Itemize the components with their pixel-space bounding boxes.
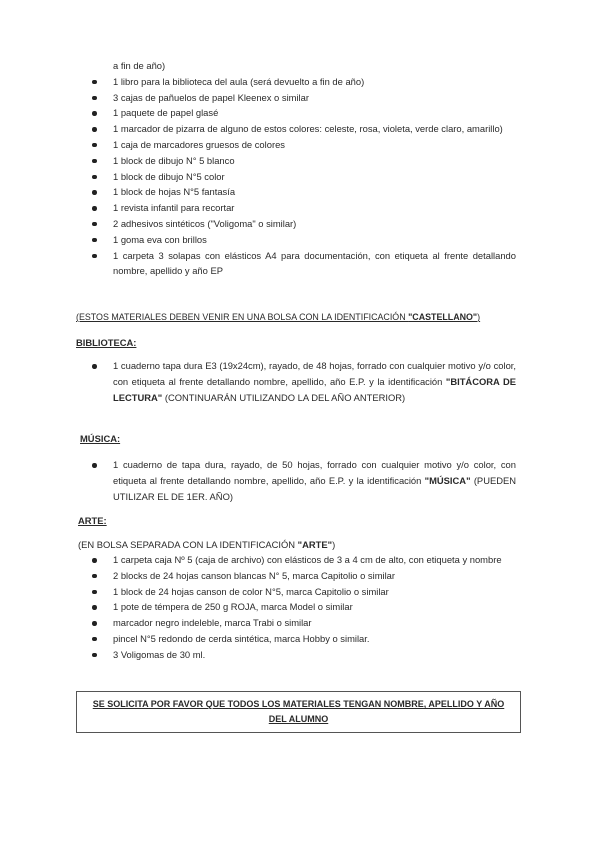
list-item: 1 goma eva con brillos: [76, 232, 516, 248]
bullet-icon: [92, 175, 97, 180]
bullet-icon: [92, 590, 97, 595]
list-item: 1 caja de marcadores gruesos de colores: [76, 137, 516, 153]
bullet-icon: [92, 96, 97, 101]
notice-line-1: SE SOLICITA POR FAVOR QUE TODOS LOS MATERIALES TENGAN NOMBRE, APELLIDO Y AÑO: [92, 699, 505, 709]
biblioteca-heading: BIBLIOTECA:: [76, 337, 137, 348]
bullet-icon: [92, 238, 97, 243]
bullet-icon: [92, 159, 97, 164]
bullet-icon: [92, 605, 97, 610]
list-item: 1 cuaderno de tapa dura, rayado, de 50 hojas, forrado con cualquier motivo y/o color, con etiqueta al frente detallando nombre, apellido, año E.P. y la identificación "MÚSICA" (PUEDEN UTILIZAR EL DE 1ER. AÑO): [76, 457, 516, 504]
list-item: 1 revista infantil para recortar: [76, 200, 516, 216]
list-item: 3 Voligomas de 30 ml.: [76, 647, 516, 663]
biblioteca-list: [76, 358, 516, 405]
bullet-icon: [92, 206, 97, 211]
list-item: 3 cajas de pañuelos de papel Kleenex o similar: [76, 90, 516, 106]
bullet-icon: [92, 143, 97, 148]
bullet-icon: [92, 621, 97, 626]
bullet-icon: [92, 463, 97, 468]
bullet-icon: [92, 558, 97, 563]
bullet-icon: [92, 637, 97, 642]
bullet-icon: [92, 254, 97, 259]
bullet-icon: [92, 364, 97, 369]
list-item: 1 carpeta 3 solapas con elásticos A4 para documentación, con etiqueta al frente detallando nombre, apellido y año EP: [76, 248, 516, 280]
arte-bag-note: (EN BOLSA SEPARADA CON LA IDENTIFICACIÓN "ARTE"): [78, 539, 336, 550]
list-item: marcador negro indeleble, marca Trabi o similar: [76, 615, 516, 631]
list-item: 2 adhesivos sintéticos ("Voligoma" o similar): [76, 216, 516, 232]
list-continuation: a fin de año): [113, 60, 166, 71]
arte-heading: ARTE:: [78, 515, 107, 526]
bullet-icon: [92, 574, 97, 579]
bullet-icon: [92, 127, 97, 132]
list-item: 1 block de dibujo N°5 color: [76, 169, 516, 185]
bullet-icon: [92, 80, 97, 85]
bullet-icon: [92, 653, 97, 658]
bullet-icon: [92, 111, 97, 116]
musica-heading: MÚSICA:: [80, 433, 121, 444]
list-item: 2 blocks de 24 hojas canson blancas N° 5, marca Capitolio o similar: [76, 568, 516, 584]
list-item: 1 pote de témpera de 250 g ROJA, marca Model o similar: [76, 599, 516, 615]
bullet-icon: [92, 190, 97, 195]
list-item: 1 paquete de papel glasé: [76, 105, 516, 121]
list-item: 1 block de dibujo N° 5 blanco: [76, 153, 516, 169]
list-item: 1 marcador de pizarra de alguno de estos colores: celeste, rosa, violeta, verde claro, amarillo): [76, 121, 516, 137]
arte-list: [76, 552, 516, 663]
list-item: 1 libro para la biblioteca del aula (será devuelto a fin de año): [76, 74, 516, 90]
list-item: 1 block de 24 hojas canson de color N°5, marca Capitolio o similar: [76, 584, 516, 600]
list-item: 1 cuaderno tapa dura E3 (19x24cm), rayado, de 48 hojas, forrado con cualquier motivo y/o color, con etiqueta al frente detallando nombre, apellido, año E.P. y la identificación "BITÁCORA DE LECTURA" (CONTINUARÁN UTILIZANDO LA DEL AÑO ANTERIOR): [76, 358, 516, 405]
castellano-list-section: [76, 58, 516, 279]
notice-line-2: DEL ALUMNO: [268, 713, 329, 724]
castellano-bag-note: (ESTOS MATERIALES DEBEN VENIR EN UNA BOLSA CON LA IDENTIFICACIÓN "CASTELLANO"): [76, 312, 481, 322]
bullet-icon: [92, 222, 97, 227]
list-item: pincel N°5 redondo de cerda sintética, marca Hobby o similar.: [76, 631, 516, 647]
notice-box: [76, 691, 521, 733]
list-item: 1 block de hojas N°5 fantasía: [76, 184, 516, 200]
list-item: 1 carpeta caja Nº 5 (caja de archivo) con elásticos de 3 a 4 cm de alto, con etiqueta y nombre: [76, 552, 516, 568]
castellano-list: [76, 74, 516, 279]
musica-list: [76, 457, 516, 504]
